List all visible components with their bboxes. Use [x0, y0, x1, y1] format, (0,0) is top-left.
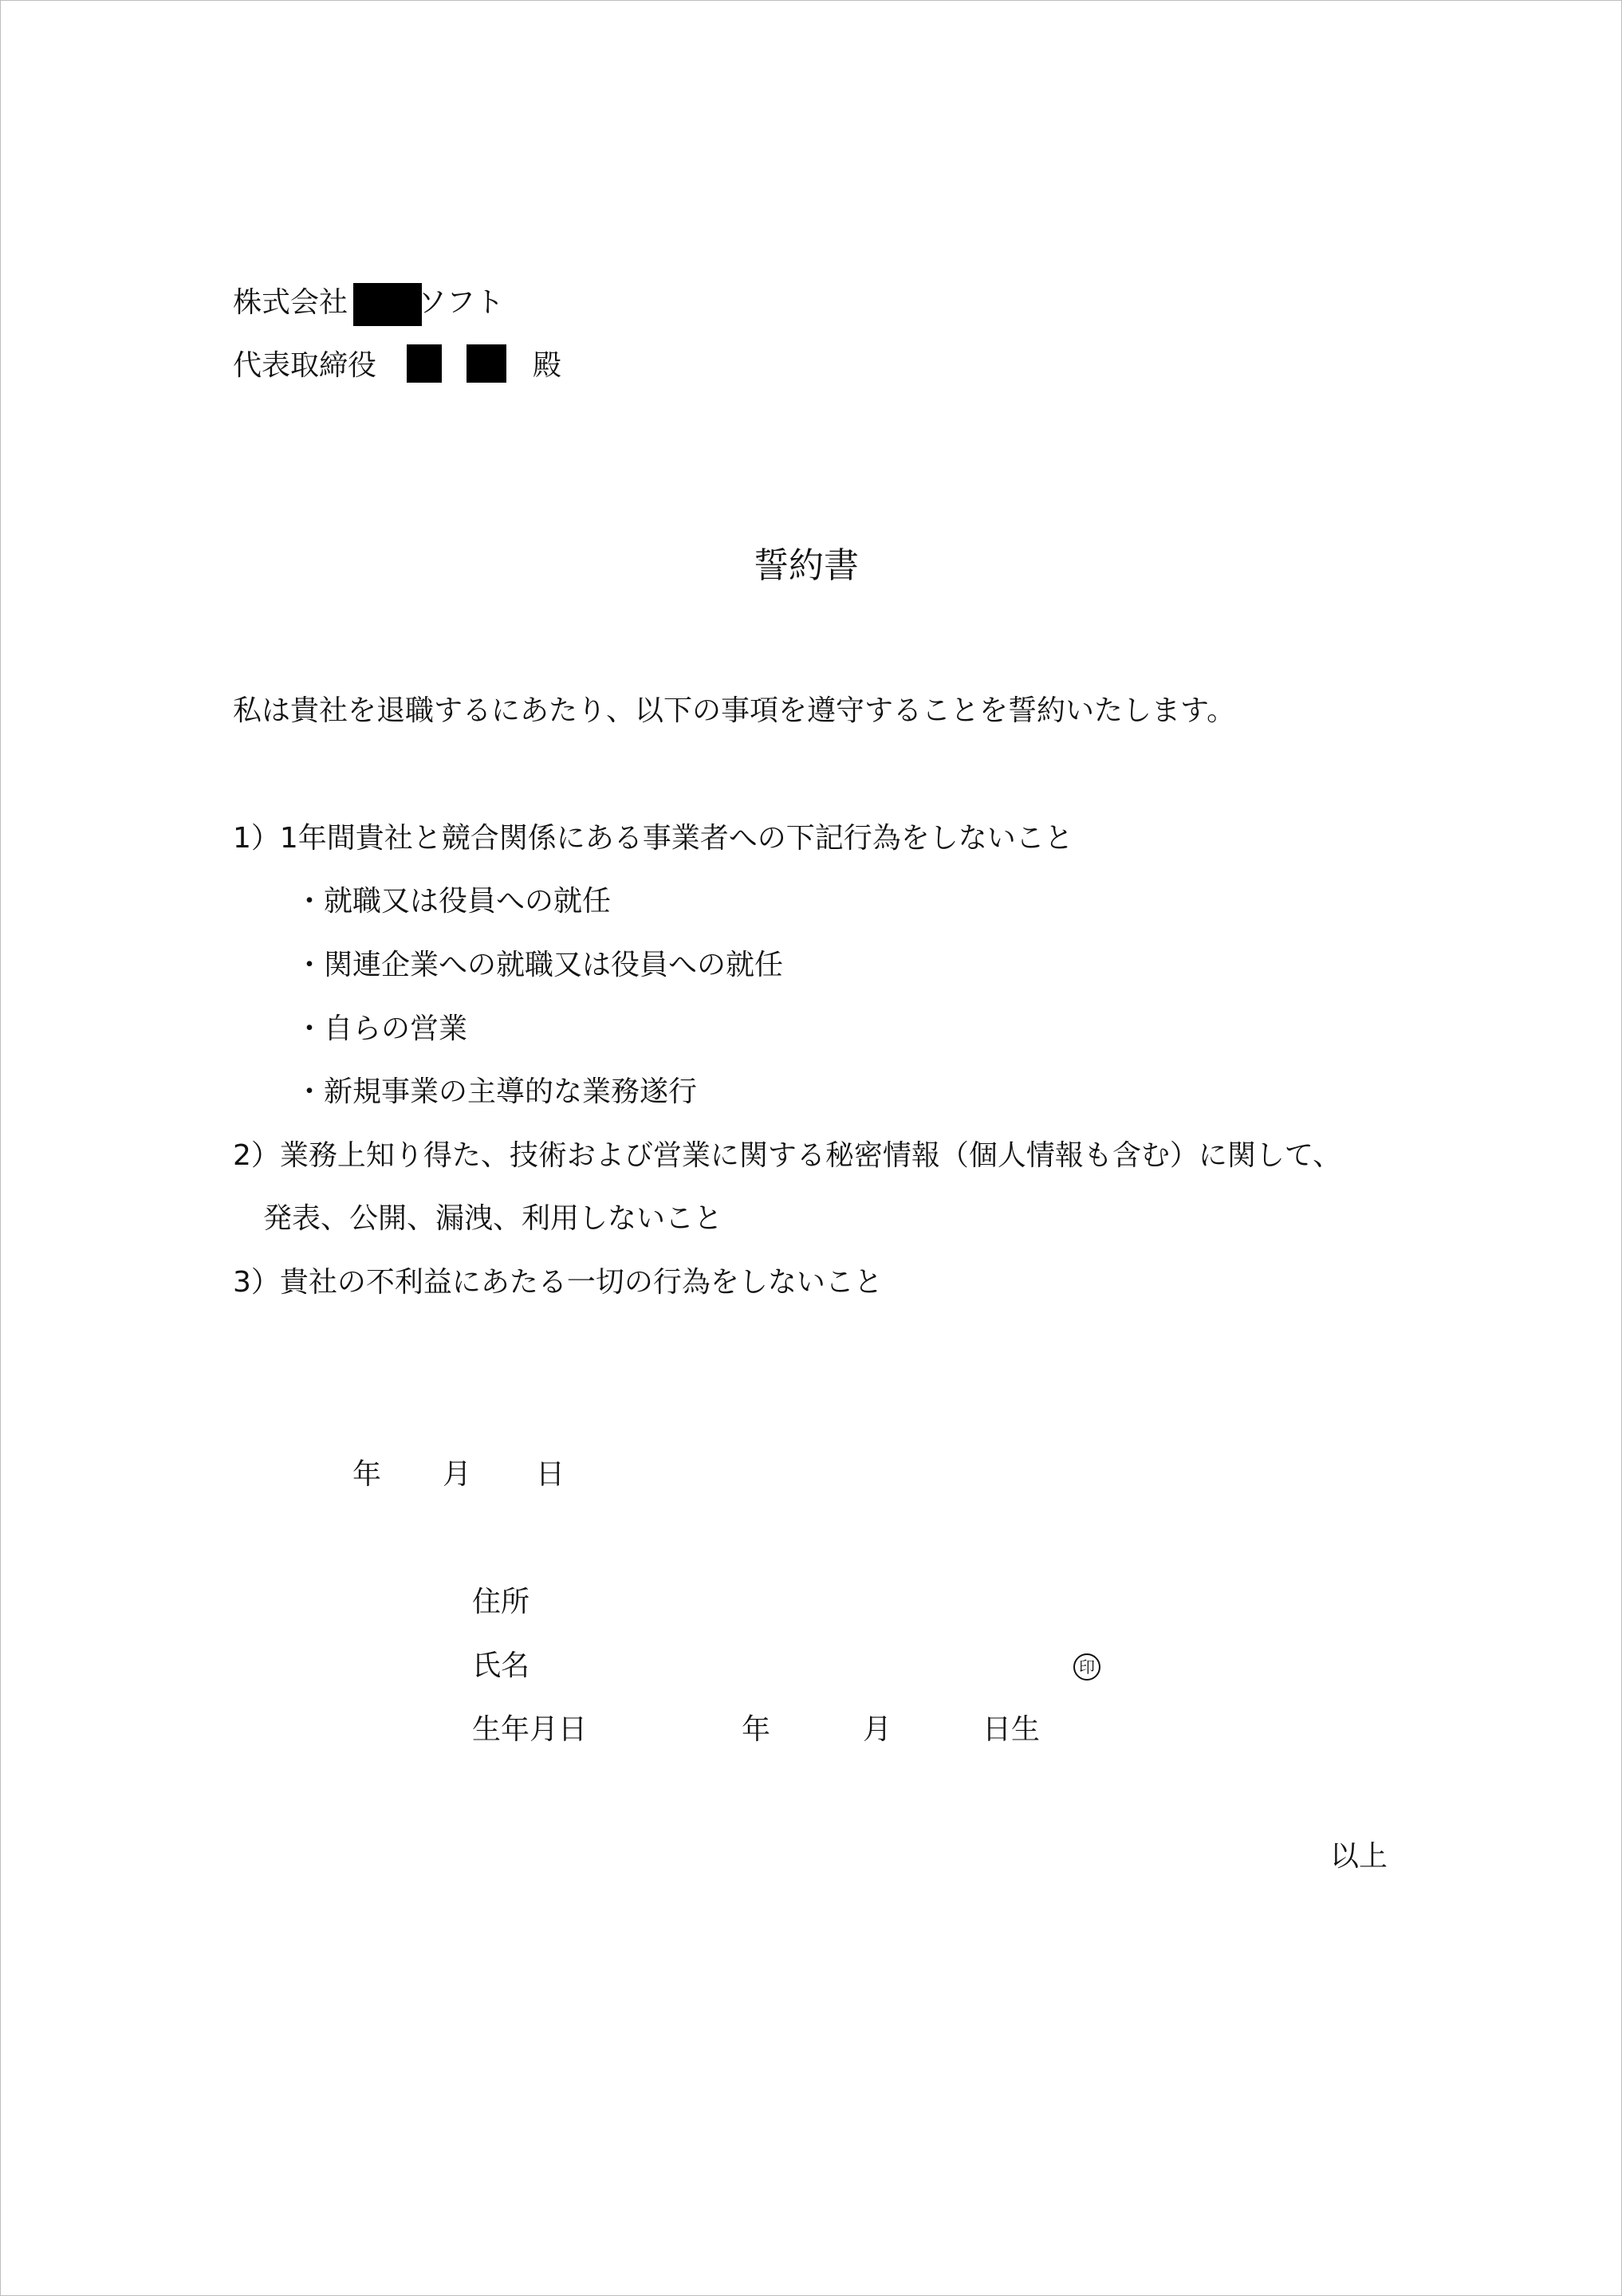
intro-text: 私は貴社を退職するにあたり、以下の事項を遵守することを誓約いたします。 [233, 694, 1236, 727]
subitem-2: ・関連企業への就職又は役員への就任 [295, 949, 784, 981]
redacted-company-name [353, 283, 422, 326]
document-title: 誓約書 [754, 545, 859, 586]
redacted-surname [407, 344, 442, 383]
honorific: 殿 [533, 349, 562, 382]
company-suffix: ソフト [418, 286, 505, 319]
item-3: 3）貴社の不利益にあたる一切の行為をしないこと [233, 1266, 883, 1299]
date-year: 年 [352, 1458, 382, 1491]
date-day: 日 [536, 1458, 565, 1491]
subitem-4: ・新規事業の主導的な業務遂行 [295, 1075, 698, 1108]
item-2: 2）業務上知り得た、技術および営業に関する秘密情報（個人情報も含む）に関して、 [233, 1139, 1342, 1172]
item-1: 1）1年間貴社と競合関係にある事業者への下記行為をしないこと [233, 822, 1073, 855]
closing-text: 以上 [1330, 1840, 1388, 1873]
name-label: 氏名 [472, 1649, 530, 1682]
subitem-1: ・就職又は役員への就任 [295, 885, 612, 918]
recipient-role: 代表取締役 [233, 349, 377, 382]
birth-month: 月 [863, 1713, 892, 1746]
address-label: 住所 [472, 1586, 530, 1618]
redacted-given-name [467, 344, 506, 383]
birth-year: 年 [742, 1713, 771, 1746]
birthdate-label: 生年月日 [472, 1713, 588, 1746]
company-prefix: 株式会社 [233, 286, 348, 319]
item-2-continued: 発表、公開、漏洩、利用しないこと [263, 1202, 723, 1235]
date-month: 月 [443, 1458, 472, 1491]
subitem-3: ・自らの営業 [295, 1012, 468, 1045]
seal-mark-icon: 印 [1073, 1653, 1100, 1681]
birth-day: 日生 [982, 1713, 1041, 1746]
